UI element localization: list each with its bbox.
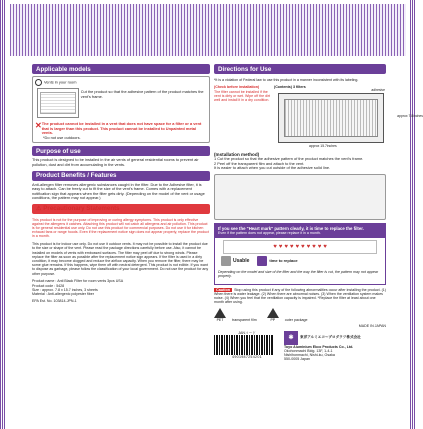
ok-text: Cut the product so that the adhesive pattern of the product matches the vent's frame. [80, 89, 204, 99]
spec-material: Material : Anti-allergenic polyester fiber [32, 291, 94, 296]
company-block: ✱ 東洋アルミエコープロダクツ株式会社 Toyo Aluminium Ekco Products Co., Ltd. Okohonmachi Bldg. 13F, 1-4-1 Nishihonmachi, Nishi-ku, Osaka 550-0005 Japan [280, 331, 386, 362]
right-stripe-border [410, 0, 416, 429]
ng-row [35, 122, 207, 136]
precaution-header: ⚠ Precautionary Statements [32, 204, 210, 214]
ok-row [35, 86, 207, 120]
left-column [32, 64, 210, 303]
applicable-box [32, 76, 210, 143]
made-in: MADE IN JAPAN [358, 324, 386, 329]
replace-chip: time to replace [257, 256, 297, 266]
heart-pattern: ♥ ♥ ♥ ♥ ♥ ♥ ♥ ♥ ♥ ♥ [223, 240, 377, 254]
heart-replace-icon [257, 256, 267, 266]
company-logo-icon: ✱ [284, 331, 298, 345]
cross-icon: ✕ [35, 121, 42, 130]
status-icons [221, 256, 385, 266]
vents-label: Vents in your room [35, 79, 207, 86]
applicable-header: Applicable models [32, 64, 210, 74]
caution-tag: Caution [216, 287, 231, 292]
brand-jp: 東洋アルミエコープロダクツ株式会社 [300, 335, 361, 340]
spec-size: Size : approx. 7.8 x 15.7 inches, 3 sheets [32, 287, 98, 292]
contents: (Contents) 3 filters adhesive approx 7.8inches approx 15.7inches [274, 85, 423, 148]
heart-section [214, 223, 386, 285]
filter-diagram [278, 87, 423, 148]
right-column [214, 64, 423, 362]
width-label: approx 15.7inches [309, 143, 337, 148]
recycle-row: PET transparent film PP outer package [214, 308, 386, 322]
heart-callout: If you see the "Heart mark" pattern clearly, it is time to replace the filter. Even if the pattern does not appear, please replace it in a month. [215, 224, 385, 238]
spec-code: Product code : 5428 [32, 283, 65, 288]
circle-icon [35, 79, 42, 86]
vent-illustration [37, 88, 79, 118]
install-illustration [214, 174, 386, 220]
directions-header: Directions for Use [214, 64, 386, 74]
step-1: 1 Cut the product so that the adhesive pattern of the product matches the vent's frame. [214, 156, 364, 162]
height-label: approx 7.8inches [397, 113, 423, 118]
federal-note: *It is a violation of Federal law to use this product in a manner inconsistent with its labeling. [214, 77, 359, 82]
barcode-block: JANコード 4901987254201 [214, 331, 280, 359]
warning-icon: ⚠ [36, 205, 44, 213]
step-2: 2 Peel off the transparent film and attach to the vent. [214, 160, 305, 166]
purpose-header: Purpose of use [32, 146, 210, 156]
precaution-text: This product is for indoor use only. Do not use it outdoor vents. It may not be possible to install the product due to the size or shape of the vent. Please read the package directions carefully before use. Also, it cannot be installed on models of vents with embossed surfaces. The filter may peel off due to strong winds. Please replace the filter as soon as possible after the replacement notice sign appears. If the filter is used in a dirty condition, it may become clogged and reduce the airflow capacity. When you remove the filter, there may be some glue remains. If this happens, wipe them off with neutral detergent. This product is not edible. If you want to dispose as garbage, please follow the classification of your local government. Do not use the product for any other purpose. [32, 242, 209, 276]
step-note: It is easier to attach when you cut outside of the adhesive solid line. [214, 165, 331, 171]
usable-icon [221, 256, 231, 266]
outdoor-note: *Do not use outdoors. [43, 134, 81, 140]
check-before: (Check before installation) The filter cannot be installed if the vent is dirty or wet. Wipe off the dirt well and install it in a dry condition. [214, 85, 271, 102]
top-pattern-band [10, 4, 406, 56]
check-contents-row [214, 85, 423, 148]
barcode [214, 335, 274, 355]
pp-recycle-icon: PP [267, 308, 279, 322]
purpose-text: This product is designed to be installed in the air vents of general residential rooms to prevent air pollution, dust and dirt from accumulating in the vents. [32, 157, 199, 167]
usable-chip: Usable [221, 256, 249, 266]
jan-number: 4901987254201 [232, 354, 262, 359]
installation: (Installation method) 1 Cut the product so that the adhesive pattern of the product matches the vent's frame. 2 Peel off the transparent film and attach to the vent. It is easier to attach when you cut outside of the adhesive solid line. [214, 153, 386, 171]
benefits-header: Product Benefits / Features [32, 171, 210, 181]
caution-block: Caution Stop using this product if any of the following abnormalities occur after installing the product. (1) When there is water leakage. (2) When there are abnormal noises. (3) When the ventilation system makes noise. (4) When you feel that the ventilation capacity is impaired. *Replace the filter at least about one month after using. [214, 287, 386, 305]
benefits-text: Anti-allergen filter removes allergenic substances caught in the filter. Due to the Adhesive filter, it is easy to attach. Can be freely cut to fit the size of the vent's frame. Comes with a replacement notification sign that appears when the filter gets dirty. (Depending on the model of the vent or usage conditions, the pattern may not appear.) [32, 181, 205, 201]
ng-text: The product cannot be installed in a vent that does not have space for a filter or a vent that is larger than this product. This product cannot be installed to Unpainted metal vents. [41, 121, 202, 136]
heart-note: Depending on the model and size of the filter and the way the filter is cut, the pattern may not appear properly. [218, 269, 379, 278]
epa-number: EPA Est. No. 103814-JPN-1 [32, 299, 77, 304]
company-name: Toyo Aluminium Ekco Products Co., Ltd. [284, 344, 354, 349]
adhesive-label: adhesive [371, 87, 385, 92]
spec-name: Product name : Anti Black Filter for room vents 3pcs USA [32, 279, 124, 284]
left-stripe-border [0, 0, 6, 429]
precaution-red-text: This product is not for the purpose of improving or curing allergy symptoms. This product is only effective against the allergens it catches. Attaching this product will not catch all allergens and air pollution. This product is for general residential use only. Do not use this product for commercial purposes. Do not use it for kitchen exhaust fans or range hoods. Even if the replacement notice sign does not appear properly, replace the product in a month. [32, 217, 209, 239]
spec-table [32, 279, 210, 303]
pet-recycle-icon: PET [214, 308, 226, 322]
footer-row [214, 331, 386, 362]
